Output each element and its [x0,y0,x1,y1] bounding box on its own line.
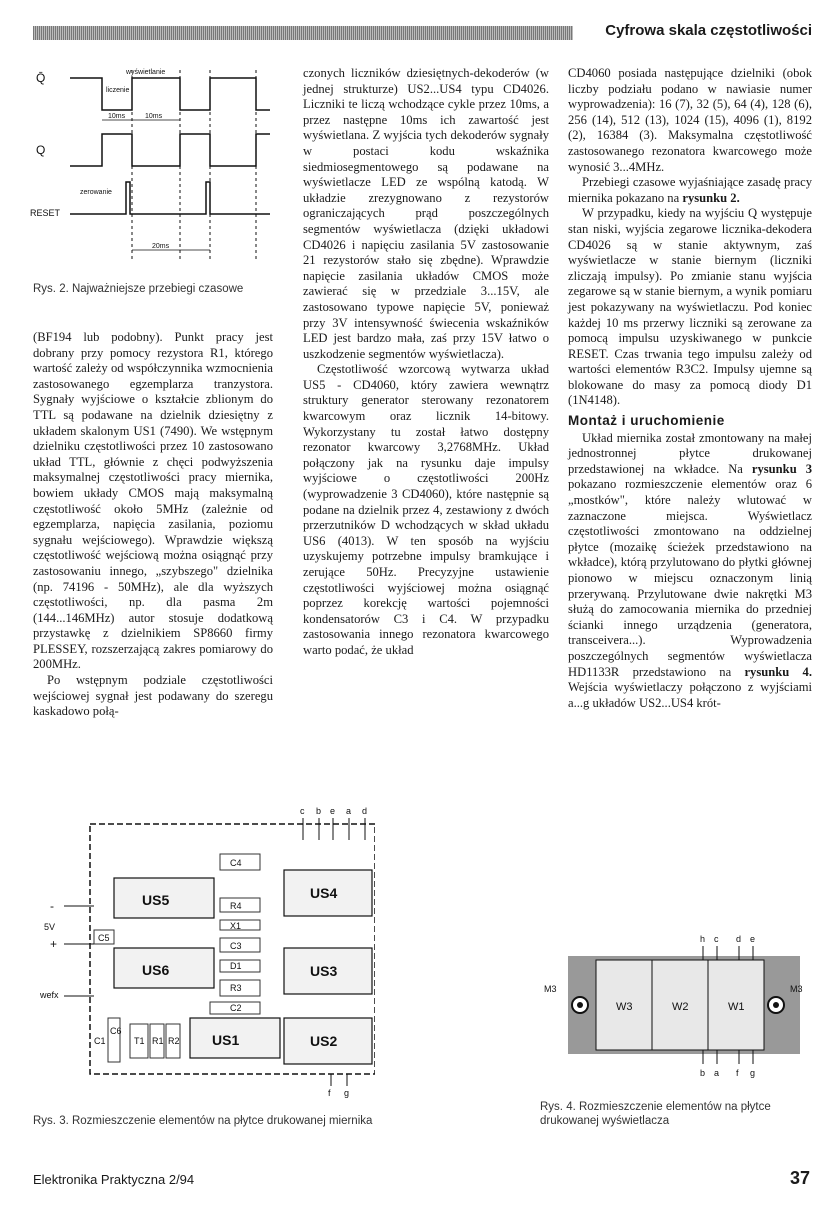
fig3-chip-us3: US3 [310,963,338,979]
fig2-reset-note: zerowanie [80,189,112,196]
column-1 [33,330,273,720]
fig3-part-t1: T1 [134,1036,145,1046]
fig4-display-w2: W2 [672,1001,689,1013]
fig2-qbar-label: Q̄ [36,71,46,85]
fig3-pin-f: f [328,1088,331,1098]
fig3-part-c3: C3 [230,941,242,951]
fig4-pin-d: d [736,934,742,944]
fig3-terminal-input: wefx [40,990,59,1000]
fig3-part-x1: X1 [230,921,242,931]
fig3-part-r3: R3 [230,983,242,993]
col3-p4-ref-b: rysunku 4. [744,664,812,679]
fig3-part-r4: R4 [230,901,242,911]
fig4-display-w1: W1 [728,1001,745,1013]
footer-magazine: Elektronika Praktyczna 2/94 [33,1172,195,1187]
fig4-display-w3: W3 [616,1001,633,1013]
section-heading: Montaż i uruchomienie [568,413,725,429]
fig3-chip-us4: US4 [310,885,338,901]
fig3-part-r2: R2 [168,1036,180,1046]
fig2-display-label: wyświetlanie [126,69,166,76]
column-2 [303,66,549,659]
fig4-display-pcb [540,920,820,1090]
col1-paragraph-2: Po wstępnym podziale częstotliwości wejściowej sygnał jest podawany do szeregu kaskadowo połą- [33,673,273,719]
fig4-pin-c: c [714,934,719,944]
col2-paragraph-2: Częstotliwość wzorcową wytwarza układ US5 - CD4060, który zawiera wewnątrz struktury generator sterowany rezonatorem kwarcowym oraz licznik 14-bitowy. Wykorzystany tu został łatwo dostępny rezonator kwarcowy 3,2768MHz. Układ połączony jak na rysunku daje impulsy wyjściowe o częstotliwości 200Hz (wyprowadzenie 3 CD4060), które następnie są podane na dzielnik przez 4, zestawiony z dwóch przerzutników D wchodzących w skład układu US6 (4013). W ten sposób na wyjściu uzyskujemy potrzebne impulsy bramkujące i zerujące 50Hz. Precyzyjne ustawienie częstotliwości wyjściowej można osiągnąć poprzez korekcję wartości pojemności kondensatorów C3 i C4. W przypadku zastosowania innego rezonatora kwarcowego warto podać, że układ [303,362,549,657]
col3-paragraph-1: CD4060 posiada następujące dzielniki (obok liczby podziału podano w nawiasie numer wyprowadzenia): 16 (7), 32 (5), 64 (4), 128 (6), 256 (14), 512 (13), 1024 (15), 4096 (1), 8192 (2), 16384 (3). Maksymalna częstotliwość zastosowanego rezonatora kwarcowego może wynosić 3...4MHz. [568,66,812,174]
fig3-chip-us1: US1 [212,1032,240,1048]
fig4-pin-b: b [700,1068,706,1078]
fig4-pin-e: e [750,934,756,944]
col3-p2-ref: rysunku 2. [682,190,740,205]
fig3-part-c6: C6 [110,1026,122,1036]
fig3-pin-g: g [344,1088,350,1098]
col3-p2-text: Przebiegi czasowe wyjaśniające zasadę pracy miernika pokazano na [568,175,812,205]
fig4-nut-right: M3 [790,984,803,994]
fig2-reset-label: RESET [30,208,61,218]
fig4-nut-left: M3 [544,984,557,994]
fig3-part-r1: R1 [152,1036,164,1046]
fig4-pin-a: a [714,1068,720,1078]
page-number: 37 [789,1168,810,1188]
col1-paragraph-1: (BF194 lub podobny). Punkt pracy jest dobrany przy pomocy rezystora R1, którego wartość zależy od współczynnika wzmocnienia zastosowanego egzemplarza tranzystora. Sygnały wyjściowe o kształcie zblionym do TTL są podawane na dzielnik dziesiętny z układem skalonym US1 (7490). We wstępnym dzielniku częstotliwości przez 10 zastosowano układ TTL, głównie z chęci podwyższenia maksymalnej częstotliwości pracy miernika, bowiem układy CMOS mają maksymalną częstotliwość około 5MHz (zależnie od egzemplarza, napięcia zasilania, poziomu sygnału wejściowego). Wprawdzie większą częstotliwość wejściową można osiągnąć przy zastosowaniu innego, „szybszego" dzielnika (np. 74196 - 50MHz), ale dla wyższych częstotliwości, np. dla pasma 2m (144...146MHz) autor stosuje dodatkową przystawkę z dzielnikiem SP8660 firmy PLESSEY, rozszerzającą zakres pomiarowy do 200MHz. [33,330,273,672]
col3-paragraph-4 [568,431,812,712]
col2-paragraph-1: czonych liczników dziesiętnych-dekoderów (w jednej strukturze) US2...US4 typu CD4026. Liczniki te liczą wchodzące cykle przez 10ms, a przez następne 10ms ich zawartość jest wyświetlana. Z wyjścia tych dekoderów sygnały w postaci kodu wskaźnika siedmiosegmentowego są podawane na wyświetlacze LED ze wspólną katodą. W układzie zrezygnowano z rezystorów ograniczających prąd poszczególnych segmentów wyświetlacza (dzięki układowi CD4026 i napięciu zasilania 5V zastosowanie 21 rezystorów stało się zbędne). Wprawdzie napięcie zasilania układów CMOS może zawierać się w przedziale 3...15V, ale zastosowano typowe napięcie 5V, ponieważ przy 3V intensywność świecenia wskaźników LED jest bardzo mała, zaś przy 15V łatwo o uszkodzenie segmentów wyświetlacza). [303,66,549,361]
fig3-pin-a: a [346,806,352,816]
header-band [33,26,573,40]
col3-p4-text-c: Wejścia wyświetlaczy połączono z wyjściami a...g układów US2...US4 krót- [568,680,812,710]
fig3-part-d1: D1 [230,961,242,971]
fig2-q-label: Q [36,143,46,157]
fig2-counting-label: liczenie [106,87,130,94]
fig4-pin-f: f [736,1068,739,1078]
col3-p4-ref-a: rysunku 3 [751,461,812,476]
fig3-terminal-plus: + [50,937,58,951]
fig3-pin-d: d [362,806,368,816]
col3-paragraph-2 [568,175,812,206]
fig3-chip-us5: US5 [142,892,170,908]
fig3-chip-us2: US2 [310,1033,338,1049]
fig3-pin-c: c [300,806,305,816]
fig3-terminal-minus: - [50,899,54,913]
fig2-caption: Rys. 2. Najważniejsze przebiegi czasowe [33,283,244,295]
fig3-caption: Rys. 3. Rozmieszczenie elementów na płytce drukowanej miernika [33,1115,373,1127]
fig3-part-c4: C4 [230,858,242,868]
column-3 [568,66,812,711]
running-title: Cyfrowa skala częstotliwości [605,22,812,39]
fig2-t3-label: 20ms [152,243,170,250]
fig2-t2-label: 10ms [145,113,163,120]
col3-p4-text-a: Układ miernika został zmontowany na małej jednostronnej płytce drukowanej przedstawionej na wkładce. Na [568,430,812,476]
fig3-part-c5: C5 [98,933,110,943]
col3-p4-text-b: pokazano rozmieszczenie elementów oraz 6 „mostków", które należy wlutować w zaznaczone miejsca. Wyświetlacz częstotliwości zmontowano na oddzielnej płytce (mozaikę ścieżek przedstawiono na wkładce), którą przylutowano do płytki głównej pionowo w miejscu oznaczonym linią przerywaną. Przylutowane dwie nakrętki M3 służą do zamocowania miernika do przedniej ścianki innego urządzenia (generatora, transceivera...). Wyprowadzenia poszczególnych segmentów wyświetlacza HD1133R przedstawiono na [568,477,812,679]
fig4-caption: Rys. 4. Rozmieszczenie elementów na płytce drukowanej wyświetlacza [540,1101,771,1127]
fig2-timing-diagram [30,62,280,282]
fig3-part-c1: C1 [94,1036,106,1046]
fig3-pin-b: b [316,806,322,816]
fig3-chip-us6: US6 [142,962,170,978]
fig4-pin-g: g [750,1068,756,1078]
fig4-pin-h: h [700,934,706,944]
fig3-terminal-5v: 5V [44,922,56,932]
fig3-part-c2: C2 [230,1003,242,1013]
fig2-t1-label: 10ms [108,113,126,120]
fig3-pin-e: e [330,806,336,816]
fig3-pcb-layout [30,800,375,1100]
col3-paragraph-3: W przypadku, kiedy na wyjściu Q występuje stan niski, wyjścia zegarowe licznika-dekodera CD4026 są w stanie aktywnym, zaś wyświetlacze w stanie biernym (liczniki zliczają impulsy). Po zmianie stanu wyjścia zegarowe są w stanie biernym, a wynik pomiaru jest pokazywany na wyświetlaczu. Pod koniec każdej 10 ms przerwy liczniki są zerowane za pomocą impulsu uzyskiwanego w punkcie RESET. Czas trwania tego impulsu zależy od wartości elementów R3C2. Impulsy ujemne są blokowane do masy za pomocą diody D1 (1N4148). [568,206,812,408]
